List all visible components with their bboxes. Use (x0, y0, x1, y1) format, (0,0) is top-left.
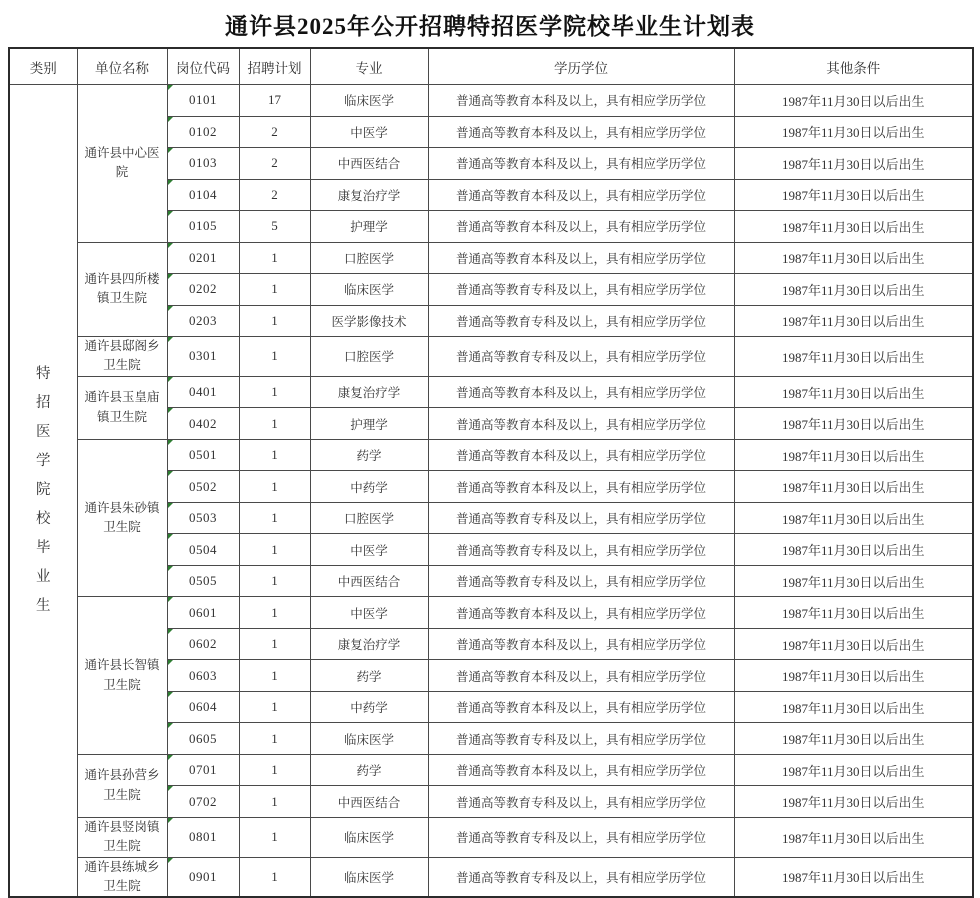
major-cell: 中西医结合 (310, 786, 428, 818)
major-cell: 临床医学 (310, 85, 428, 117)
excel-error-triangle-icon (168, 660, 173, 665)
col-header-education: 学历学位 (428, 48, 734, 85)
education-requirement-cell: 普通高等教育本科及以上，具有相应学历学位 (428, 754, 734, 786)
position-code-cell (167, 754, 239, 786)
excel-error-triangle-icon (168, 786, 173, 791)
excel-error-triangle-icon (168, 723, 173, 728)
position-code-cell (167, 211, 239, 243)
major-cell: 护理学 (310, 211, 428, 243)
other-condition-cell: 1987年11月30日以后出生 (734, 691, 973, 723)
position-code: 0702 (189, 793, 217, 809)
other-condition-cell: 1987年11月30日以后出生 (734, 305, 973, 337)
major-cell: 药学 (310, 439, 428, 471)
position-code-cell (167, 408, 239, 440)
position-code-cell (167, 857, 239, 897)
other-condition-cell: 1987年11月30日以后出生 (734, 723, 973, 755)
col-header-code: 岗位代码 (167, 48, 239, 85)
position-code-cell (167, 723, 239, 755)
recruit-count-cell: 1 (239, 376, 310, 408)
position-code-cell (167, 376, 239, 408)
education-requirement-cell: 普通高等教育专科及以上，具有相应学历学位 (428, 565, 734, 597)
education-requirement-cell: 普通高等教育本科及以上，具有相应学历学位 (428, 179, 734, 211)
position-code: 0602 (189, 636, 217, 651)
position-code: 0503 (189, 510, 217, 525)
other-condition-cell: 1987年11月30日以后出生 (734, 179, 973, 211)
col-header-unit: 单位名称 (77, 48, 167, 85)
recruit-count-cell: 1 (239, 565, 310, 597)
major-cell: 中西医结合 (310, 565, 428, 597)
position-code-cell (167, 817, 239, 857)
excel-error-triangle-icon (168, 211, 173, 216)
position-code-cell (167, 786, 239, 818)
recruit-count-cell: 1 (239, 786, 310, 818)
other-condition-cell: 1987年11月30日以后出生 (734, 597, 973, 629)
excel-error-triangle-icon (168, 337, 173, 342)
excel-error-triangle-icon (168, 306, 173, 311)
major-cell: 临床医学 (310, 857, 428, 897)
recruit-count-cell: 1 (239, 754, 310, 786)
unit-name-cell: 通许县玉皇庙镇卫生院 (77, 376, 167, 439)
position-code-cell (167, 691, 239, 723)
other-condition-cell: 1987年11月30日以后出生 (734, 786, 973, 818)
education-requirement-cell: 普通高等教育专科及以上，具有相应学历学位 (428, 857, 734, 897)
table-row (9, 85, 973, 117)
major-cell: 中医学 (310, 116, 428, 148)
education-requirement-cell: 普通高等教育本科及以上，具有相应学历学位 (428, 85, 734, 117)
recruit-count-cell: 1 (239, 534, 310, 566)
recruit-count-cell: 2 (239, 179, 310, 211)
table-row (9, 242, 973, 274)
recruit-count-cell: 1 (239, 471, 310, 503)
table-row (9, 817, 973, 857)
major-cell: 护理学 (310, 408, 428, 440)
major-cell: 康复治疗学 (310, 179, 428, 211)
position-code-cell (167, 502, 239, 534)
education-requirement-cell: 普通高等教育专科及以上，具有相应学历学位 (428, 274, 734, 306)
recruit-count-cell: 1 (239, 597, 310, 629)
major-cell: 口腔医学 (310, 337, 428, 377)
position-code-cell (167, 628, 239, 660)
major-cell: 临床医学 (310, 274, 428, 306)
position-code-cell (167, 534, 239, 566)
page-title: 通许县2025年公开招聘特招医学院校毕业生计划表 (225, 14, 755, 39)
other-condition-cell: 1987年11月30日以后出生 (734, 211, 973, 243)
excel-error-triangle-icon (168, 755, 173, 760)
major-cell: 中药学 (310, 691, 428, 723)
category-cell (9, 85, 77, 898)
position-code: 0801 (189, 829, 217, 845)
position-code: 0701 (189, 762, 217, 777)
education-requirement-cell: 普通高等教育本科及以上，具有相应学历学位 (428, 628, 734, 660)
unit-name-cell: 通许县孙营乡卫生院 (77, 754, 167, 817)
other-condition-cell: 1987年11月30日以后出生 (734, 408, 973, 440)
excel-error-triangle-icon (168, 408, 173, 413)
major-cell: 康复治疗学 (310, 628, 428, 660)
unit-name-cell: 通许县邸阁乡卫生院 (77, 337, 167, 377)
position-code-cell (167, 660, 239, 692)
recruit-count-cell: 5 (239, 211, 310, 243)
position-code-cell (167, 148, 239, 180)
other-condition-cell: 1987年11月30日以后出生 (734, 857, 973, 897)
position-code: 0402 (189, 415, 217, 431)
excel-error-triangle-icon (168, 566, 173, 571)
recruit-count-cell: 1 (239, 305, 310, 337)
recruit-count-cell: 2 (239, 116, 310, 148)
position-code-cell (167, 274, 239, 306)
position-code: 0502 (189, 478, 217, 494)
recruit-count-cell: 1 (239, 817, 310, 857)
recruit-count-cell: 1 (239, 337, 310, 377)
position-code: 0301 (189, 348, 217, 364)
other-condition-cell: 1987年11月30日以后出生 (734, 148, 973, 180)
position-code-cell (167, 337, 239, 377)
col-header-category: 类别 (9, 48, 77, 85)
excel-error-triangle-icon (168, 440, 173, 445)
major-cell: 口腔医学 (310, 502, 428, 534)
education-requirement-cell: 普通高等教育本科及以上，具有相应学历学位 (428, 242, 734, 274)
excel-error-triangle-icon (168, 243, 173, 248)
position-code: 0504 (189, 541, 217, 557)
major-cell: 中西医结合 (310, 148, 428, 180)
other-condition-cell: 1987年11月30日以后出生 (734, 242, 973, 274)
position-code: 0105 (189, 218, 217, 234)
unit-name-cell: 通许县中心医院 (77, 85, 167, 243)
table-header (9, 48, 973, 85)
education-requirement-cell: 普通高等教育专科及以上，具有相应学历学位 (428, 723, 734, 755)
position-code: 0101 (189, 92, 217, 108)
excel-error-triangle-icon (168, 274, 173, 279)
other-condition-cell: 1987年11月30日以后出生 (734, 534, 973, 566)
other-condition-cell: 1987年11月30日以后出生 (734, 628, 973, 660)
excel-error-triangle-icon (168, 692, 173, 697)
excel-error-triangle-icon (168, 180, 173, 185)
other-condition-cell: 1987年11月30日以后出生 (734, 439, 973, 471)
unit-name-cell: 通许县朱砂镇卫生院 (77, 439, 167, 597)
position-code-cell (167, 597, 239, 629)
position-code-cell (167, 439, 239, 471)
education-requirement-cell: 普通高等教育本科及以上，具有相应学历学位 (428, 148, 734, 180)
education-requirement-cell: 普通高等教育专科及以上，具有相应学历学位 (428, 337, 734, 377)
education-requirement-cell: 普通高等教育本科及以上，具有相应学历学位 (428, 408, 734, 440)
education-requirement-cell: 普通高等教育本科及以上，具有相应学历学位 (428, 691, 734, 723)
unit-name-cell: 通许县竖岗镇卫生院 (77, 817, 167, 857)
position-code: 0103 (189, 155, 217, 171)
recruit-count-cell: 1 (239, 723, 310, 755)
col-header-other: 其他条件 (734, 48, 973, 85)
excel-error-triangle-icon (168, 534, 173, 539)
recruit-count-cell: 1 (239, 408, 310, 440)
other-condition-cell: 1987年11月30日以后出生 (734, 471, 973, 503)
position-code: 0202 (189, 281, 217, 297)
recruit-count-cell: 1 (239, 439, 310, 471)
other-condition-cell: 1987年11月30日以后出生 (734, 817, 973, 857)
position-code: 0601 (189, 604, 217, 620)
education-requirement-cell: 普通高等教育本科及以上，具有相应学历学位 (428, 597, 734, 629)
excel-error-triangle-icon (168, 629, 173, 634)
col-header-count: 招聘计划 (239, 48, 310, 85)
recruit-count-cell: 1 (239, 857, 310, 897)
education-requirement-cell: 普通高等教育本科及以上，具有相应学历学位 (428, 116, 734, 148)
major-cell: 中药学 (310, 471, 428, 503)
education-requirement-cell: 普通高等教育本科及以上，具有相应学历学位 (428, 376, 734, 408)
major-cell: 临床医学 (310, 723, 428, 755)
position-code: 0203 (189, 312, 217, 328)
header-row (9, 48, 973, 85)
education-requirement-cell: 普通高等教育专科及以上，具有相应学历学位 (428, 502, 734, 534)
excel-error-triangle-icon (168, 148, 173, 153)
other-condition-cell: 1987年11月30日以后出生 (734, 660, 973, 692)
unit-name-cell: 通许县四所楼镇卫生院 (77, 242, 167, 337)
position-code: 0603 (189, 667, 217, 683)
major-cell: 中医学 (310, 534, 428, 566)
position-code-cell (167, 565, 239, 597)
position-code: 0604 (189, 699, 217, 714)
major-cell: 药学 (310, 660, 428, 692)
table-row (9, 597, 973, 629)
recruit-count-cell: 1 (239, 628, 310, 660)
excel-error-triangle-icon (168, 117, 173, 122)
recruit-count-cell: 1 (239, 242, 310, 274)
position-code: 0901 (189, 868, 217, 884)
major-cell: 临床医学 (310, 817, 428, 857)
recruitment-plan-table (8, 47, 974, 898)
excel-error-triangle-icon (168, 818, 173, 823)
other-condition-cell: 1987年11月30日以后出生 (734, 502, 973, 534)
position-code-cell (167, 85, 239, 117)
position-code: 0201 (189, 249, 217, 265)
excel-error-triangle-icon (168, 858, 173, 863)
education-requirement-cell: 普通高等教育专科及以上，具有相应学历学位 (428, 786, 734, 818)
excel-error-triangle-icon (168, 471, 173, 476)
recruit-count-cell: 2 (239, 148, 310, 180)
unit-name-cell: 通许县练城乡卫生院 (77, 857, 167, 897)
excel-error-triangle-icon (168, 597, 173, 602)
excel-error-triangle-icon (168, 85, 173, 90)
major-cell: 医学影像技术 (310, 305, 428, 337)
major-cell: 中医学 (310, 597, 428, 629)
position-code-cell (167, 179, 239, 211)
unit-name-cell: 通许县长智镇卫生院 (77, 597, 167, 755)
education-requirement-cell: 普通高等教育本科及以上，具有相应学历学位 (428, 211, 734, 243)
position-code: 0501 (189, 447, 217, 462)
position-code-cell (167, 471, 239, 503)
recruit-count-cell: 1 (239, 691, 310, 723)
position-code: 0605 (189, 730, 217, 746)
excel-error-triangle-icon (168, 377, 173, 382)
education-requirement-cell: 普通高等教育本科及以上，具有相应学历学位 (428, 439, 734, 471)
position-code: 0505 (189, 573, 217, 588)
col-header-major: 专业 (310, 48, 428, 85)
category-vertical-text: 特招医学院校毕业生 (36, 366, 51, 615)
other-condition-cell: 1987年11月30日以后出生 (734, 274, 973, 306)
table-body (9, 85, 973, 898)
position-code: 0401 (189, 384, 217, 399)
table-row (9, 439, 973, 471)
excel-error-triangle-icon (168, 503, 173, 508)
education-requirement-cell: 普通高等教育本科及以上，具有相应学历学位 (428, 471, 734, 503)
recruit-count-cell: 17 (239, 85, 310, 117)
major-cell: 康复治疗学 (310, 376, 428, 408)
table-row (9, 337, 973, 377)
position-code-cell (167, 116, 239, 148)
position-code: 0102 (189, 123, 217, 139)
table-row (9, 376, 973, 408)
education-requirement-cell: 普通高等教育专科及以上，具有相应学历学位 (428, 534, 734, 566)
other-condition-cell: 1987年11月30日以后出生 (734, 337, 973, 377)
table-row (9, 754, 973, 786)
other-condition-cell: 1987年11月30日以后出生 (734, 754, 973, 786)
other-condition-cell: 1987年11月30日以后出生 (734, 565, 973, 597)
major-cell: 口腔医学 (310, 242, 428, 274)
education-requirement-cell: 普通高等教育专科及以上，具有相应学历学位 (428, 305, 734, 337)
table-row (9, 857, 973, 897)
other-condition-cell: 1987年11月30日以后出生 (734, 116, 973, 148)
recruit-count-cell: 1 (239, 274, 310, 306)
other-condition-cell: 1987年11月30日以后出生 (734, 376, 973, 408)
major-cell: 药学 (310, 754, 428, 786)
position-code-cell (167, 305, 239, 337)
recruit-count-cell: 1 (239, 502, 310, 534)
recruit-count-cell: 1 (239, 660, 310, 692)
education-requirement-cell: 普通高等教育本科及以上，具有相应学历学位 (428, 660, 734, 692)
position-code: 0104 (189, 186, 217, 202)
position-code-cell (167, 242, 239, 274)
education-requirement-cell: 普通高等教育专科及以上，具有相应学历学位 (428, 817, 734, 857)
other-condition-cell: 1987年11月30日以后出生 (734, 85, 973, 117)
